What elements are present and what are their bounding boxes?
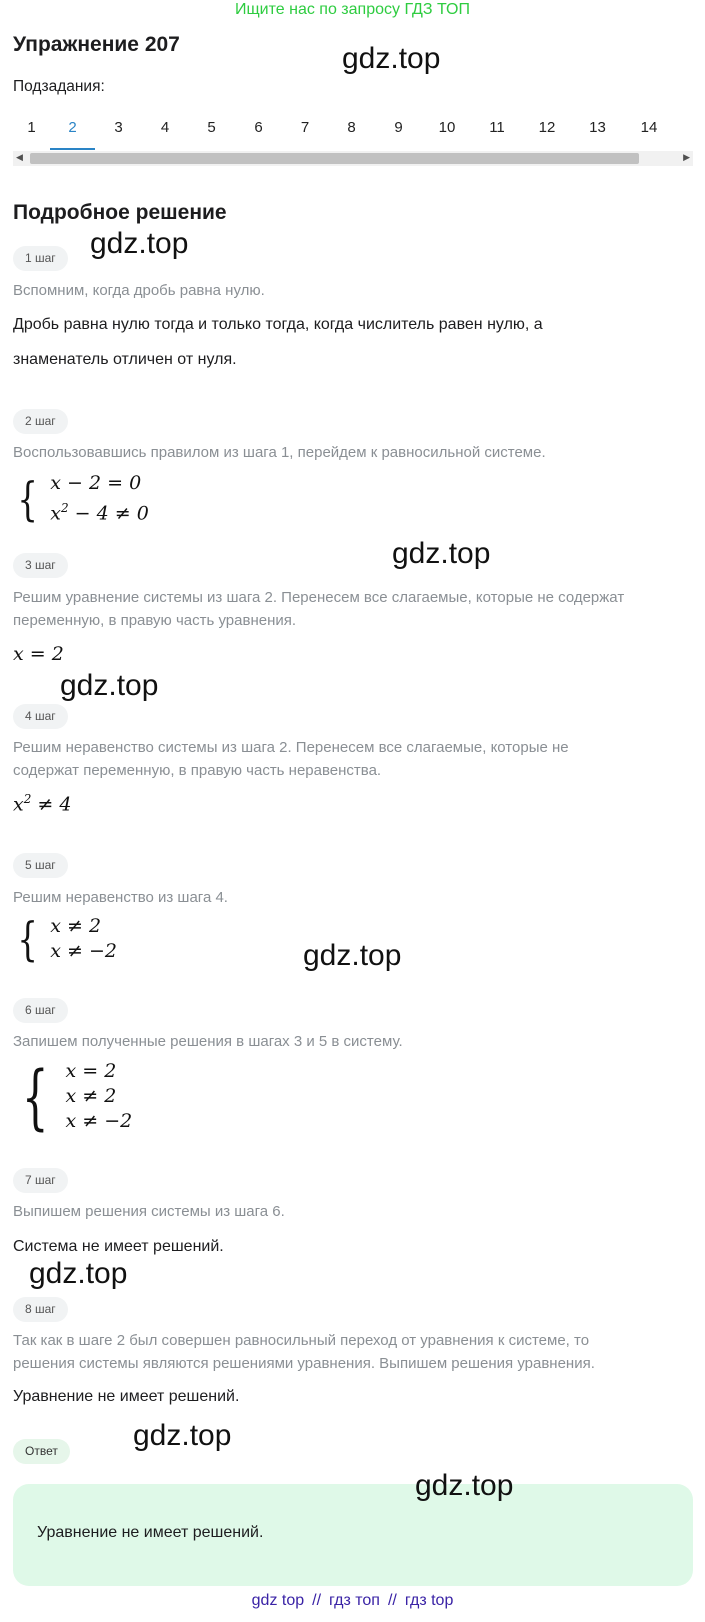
answer-box xyxy=(13,1484,693,1586)
step-badge: 3 шаг xyxy=(13,553,68,578)
answer-badge: Ответ xyxy=(13,1439,70,1464)
system-inequality: x ≠ 2 xyxy=(50,915,102,937)
subtask-tabs xyxy=(13,110,693,150)
watermark: gdz.top xyxy=(133,1419,232,1452)
tab-subtask-3[interactable]: 3 xyxy=(114,119,123,136)
inequality-system: { x ≠ 2 x ≠ −2 xyxy=(17,912,118,966)
step-hint: Выпишем решения системы из шага 6. xyxy=(13,1203,285,1220)
tab-subtask-10[interactable]: 10 xyxy=(438,119,456,136)
tab-subtask-7[interactable]: 7 xyxy=(300,119,310,136)
step-badge: 8 шаг xyxy=(13,1297,68,1322)
step-hint: решения системы являются решениями уравнения. Выпишем решения уравнения. xyxy=(13,1355,595,1372)
tab-subtask-12[interactable]: 12 xyxy=(538,119,556,136)
step-badge: 7 шаг xyxy=(13,1168,68,1193)
watermark: gdz.top xyxy=(392,537,491,570)
watermark: gdz.top xyxy=(29,1257,128,1290)
top-banner: Ищите нас по запросу ГДЗ ТОП xyxy=(235,1,470,18)
answer-text: Уравнение не имеет решений. xyxy=(37,1524,264,1541)
step-hint: Запишем полученные решения в шагах 3 и 5 в систему. xyxy=(13,1033,403,1050)
step-text: Дробь равна нулю тогда и только тогда, когда числитель равен нулю, а xyxy=(13,316,543,333)
tab-subtask-1[interactable]: 1 xyxy=(27,119,36,136)
footer-links: gdz top // гдз топ // гдз top xyxy=(251,1592,454,1609)
solution-equation: x = 2 xyxy=(13,643,64,665)
combined-system: { x = 2 x ≠ 2 x ≠ −2 xyxy=(21,1055,133,1138)
tab-subtask-2[interactable]: 2 xyxy=(50,110,95,150)
step-text: Система не имеет решений. xyxy=(13,1238,224,1255)
tab-subtask-11[interactable]: 11 xyxy=(489,119,505,136)
tab-subtask-13[interactable]: 13 xyxy=(589,119,606,136)
horizontal-scrollbar[interactable] xyxy=(13,151,693,166)
step-hint: Решим неравенство из шага 4. xyxy=(13,889,228,906)
tab-subtask-8[interactable]: 8 xyxy=(347,119,356,136)
step-hint: содержат переменную, в правую часть неравенства. xyxy=(13,762,382,779)
section-title: Подробное решение xyxy=(13,201,227,224)
watermark: gdz.top xyxy=(415,1469,514,1502)
step-badge: 5 шаг xyxy=(13,853,68,878)
equation-system: { x − 2 = 0 $x^2 - 4 \ne 0$ xyxy=(17,471,149,526)
step-badge: 6 шаг xyxy=(13,998,68,1023)
footer-link[interactable]: gdz top xyxy=(251,1592,305,1609)
tab-subtask-6[interactable]: 6 xyxy=(254,119,263,136)
step-badge: 1 шаг xyxy=(13,246,68,271)
step-text: знаменатель отличен от нуля. xyxy=(13,351,237,368)
step-hint: Решим уравнение системы из шага 2. Перенесем все слагаемые, которые не содержат xyxy=(13,589,625,606)
step-badge: 4 шаг xyxy=(13,704,68,729)
system-equation: x = 2 xyxy=(65,1060,117,1082)
solution-inequality: $x^2 \ne 4$ xyxy=(13,792,72,816)
watermark: gdz.top xyxy=(342,42,441,75)
tab-subtask-5[interactable]: 5 xyxy=(207,119,216,136)
scroll-right-arrow-icon[interactable]: ▶ xyxy=(683,153,690,163)
subtasks-label: Подзадания: xyxy=(13,78,105,95)
scroll-thumb[interactable] xyxy=(30,153,639,164)
system-inequality: $x^2 - 4 \ne 0$ xyxy=(50,501,149,525)
footer-link[interactable]: гдз top xyxy=(404,1592,454,1609)
step-hint: Так как в шаге 2 был совершен равносильный переход от уравнения к системе, то xyxy=(13,1332,590,1349)
step-text: Уравнение не имеет решений. xyxy=(13,1388,240,1405)
step-hint: Решим неравенство системы из шага 2. Перенесем все слагаемые, которые не xyxy=(13,739,569,756)
step-hint: переменную, в правую часть уравнения. xyxy=(13,612,297,629)
tab-subtask-14[interactable]: 14 xyxy=(640,119,658,136)
tab-subtask-4[interactable]: 4 xyxy=(160,119,170,136)
watermark: gdz.top xyxy=(90,227,189,260)
system-equation: x − 2 = 0 xyxy=(50,472,142,494)
page-title: Упражнение 207 xyxy=(13,33,180,56)
system-inequality: x ≠ −2 xyxy=(65,1110,133,1132)
system-inequality: x ≠ 2 xyxy=(65,1085,117,1107)
tab-subtask-9[interactable]: 9 xyxy=(394,119,403,136)
step-hint: Воспользовавшись правилом из шага 1, перейдем к равносильной системе. xyxy=(13,444,546,461)
watermark: gdz.top xyxy=(303,939,402,972)
scroll-left-arrow-icon[interactable]: ◀ xyxy=(16,153,23,163)
watermark: gdz.top xyxy=(60,669,159,702)
system-inequality: x ≠ −2 xyxy=(50,940,118,962)
step-badge: 2 шаг xyxy=(13,409,68,434)
step-hint: Вспомним, когда дробь равна нулю. xyxy=(13,282,265,299)
footer-link[interactable]: гдз топ xyxy=(329,1592,380,1609)
